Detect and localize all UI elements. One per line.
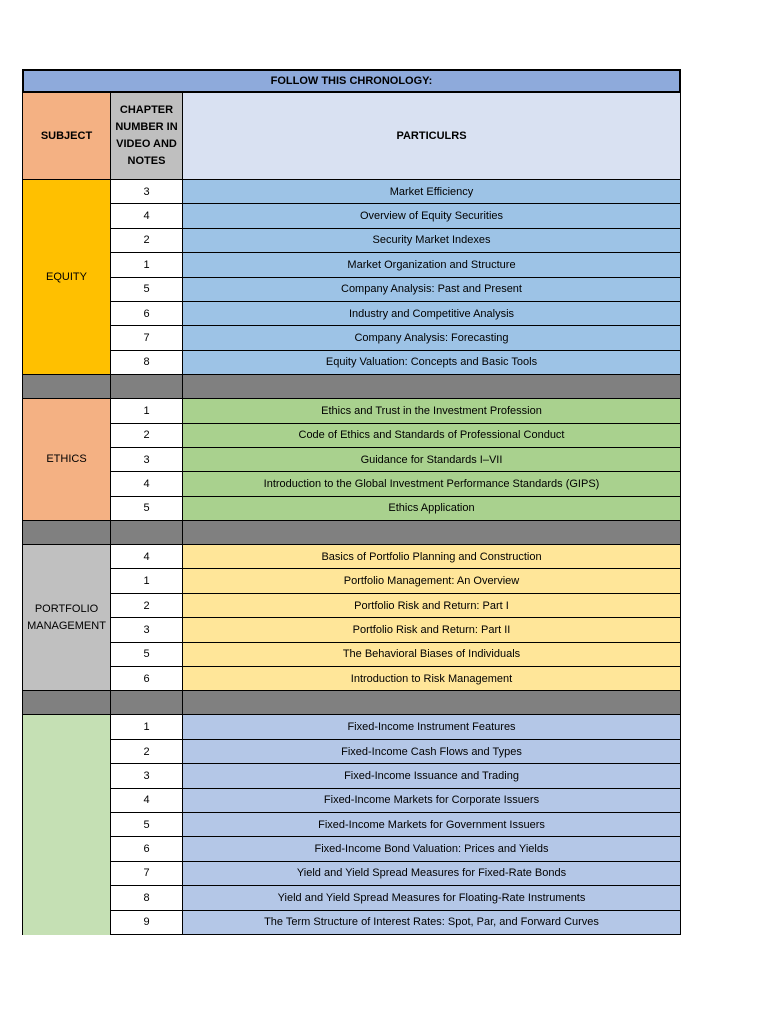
chapter-number: 5 xyxy=(111,643,183,666)
particular-text: Introduction to Risk Management xyxy=(183,667,681,690)
table-row xyxy=(111,424,681,448)
particular-text: Equity Valuation: Concepts and Basic Tools xyxy=(183,351,681,374)
particular-text: Market Efficiency xyxy=(183,180,681,203)
particular-text: Company Analysis: Forecasting xyxy=(183,326,681,349)
particular-text: Yield and Yield Spread Measures for Floating-Rate Instruments xyxy=(183,886,681,909)
particular-text: Company Analysis: Past and Present xyxy=(183,278,681,301)
particular-text: Ethics Application xyxy=(183,497,681,520)
table-row xyxy=(111,911,681,935)
table-row xyxy=(111,667,681,691)
particular-text: Introduction to the Global Investment Performance Standards (GIPS) xyxy=(183,472,681,495)
particular-text: Fixed-Income Markets for Government Issuers xyxy=(183,813,681,836)
table-row xyxy=(111,715,681,739)
chapter-number: 3 xyxy=(111,764,183,787)
header-subject: SUBJECT xyxy=(23,93,111,179)
table-row xyxy=(111,204,681,228)
section-fixed-income xyxy=(22,715,681,935)
particular-text: Fixed-Income Cash Flows and Types xyxy=(183,740,681,763)
particular-text: Portfolio Risk and Return: Part I xyxy=(183,594,681,617)
particular-text: Portfolio Risk and Return: Part II xyxy=(183,618,681,641)
table-row xyxy=(111,180,681,204)
table-row xyxy=(111,594,681,618)
table-row xyxy=(111,448,681,472)
table-title: FOLLOW THIS CHRONOLOGY: xyxy=(22,69,681,93)
table-row xyxy=(111,302,681,326)
chapter-number: 1 xyxy=(111,399,183,422)
table-row xyxy=(111,740,681,764)
section-separator xyxy=(22,375,681,399)
particular-text: Ethics and Trust in the Investment Profession xyxy=(183,399,681,422)
particular-text: Security Market Indexes xyxy=(183,229,681,252)
table-row xyxy=(111,643,681,667)
table-row xyxy=(111,886,681,910)
chapter-number: 1 xyxy=(111,715,183,738)
table-row xyxy=(111,789,681,813)
chapter-number: 4 xyxy=(111,789,183,812)
subject-portfolio-management: PORTFOLIO MANAGEMENT xyxy=(23,545,111,691)
chapter-number: 7 xyxy=(111,326,183,349)
chapter-number: 2 xyxy=(111,424,183,447)
chapter-number: 4 xyxy=(111,545,183,568)
chronology-table xyxy=(22,69,681,935)
table-row xyxy=(111,472,681,496)
subject-equity: EQUITY xyxy=(23,180,111,375)
particular-text: Guidance for Standards I–VII xyxy=(183,448,681,471)
table-row xyxy=(111,497,681,521)
section-separator xyxy=(22,691,681,715)
particular-text: The Behavioral Biases of Individuals xyxy=(183,643,681,666)
header-row xyxy=(22,93,681,180)
table-row xyxy=(111,351,681,375)
section-portfolio-management xyxy=(22,545,681,691)
table-row xyxy=(111,253,681,277)
table-row xyxy=(111,837,681,861)
fixed-income-rows xyxy=(111,715,681,935)
section-ethics xyxy=(22,399,681,521)
particular-text: Basics of Portfolio Planning and Construction xyxy=(183,545,681,568)
chapter-number: 2 xyxy=(111,594,183,617)
table-row xyxy=(111,764,681,788)
section-equity xyxy=(22,180,681,375)
table-row xyxy=(111,278,681,302)
table-row xyxy=(111,229,681,253)
chapter-number: 5 xyxy=(111,813,183,836)
particular-text: Overview of Equity Securities xyxy=(183,204,681,227)
particular-text: Industry and Competitive Analysis xyxy=(183,302,681,325)
subject-fixed-income xyxy=(23,715,111,935)
chapter-number: 3 xyxy=(111,180,183,203)
particular-text: Fixed-Income Instrument Features xyxy=(183,715,681,738)
chapter-number: 2 xyxy=(111,740,183,763)
portfolio-rows xyxy=(111,545,681,691)
subject-ethics: ETHICS xyxy=(23,399,111,521)
section-separator xyxy=(22,521,681,545)
table-row xyxy=(111,545,681,569)
chapter-number: 4 xyxy=(111,472,183,495)
chapter-number: 9 xyxy=(111,911,183,934)
particular-text: Code of Ethics and Standards of Professional Conduct xyxy=(183,424,681,447)
table-row xyxy=(111,862,681,886)
particular-text: Market Organization and Structure xyxy=(183,253,681,276)
particular-text: Yield and Yield Spread Measures for Fixed-Rate Bonds xyxy=(183,862,681,885)
ethics-rows xyxy=(111,399,681,521)
particular-text: Fixed-Income Bond Valuation: Prices and Yields xyxy=(183,837,681,860)
equity-rows xyxy=(111,180,681,375)
chapter-number: 5 xyxy=(111,278,183,301)
chapter-number: 6 xyxy=(111,837,183,860)
header-chapter: CHAPTER NUMBER IN VIDEO AND NOTES xyxy=(111,93,183,179)
table-row xyxy=(111,326,681,350)
chapter-number: 6 xyxy=(111,302,183,325)
header-particulars: PARTICULRS xyxy=(183,93,681,179)
table-row xyxy=(111,813,681,837)
particular-text: The Term Structure of Interest Rates: Spot, Par, and Forward Curves xyxy=(183,911,681,934)
particular-text: Fixed-Income Markets for Corporate Issuers xyxy=(183,789,681,812)
particular-text: Portfolio Management: An Overview xyxy=(183,569,681,592)
chapter-number: 8 xyxy=(111,886,183,909)
chapter-number: 7 xyxy=(111,862,183,885)
chapter-number: 3 xyxy=(111,448,183,471)
chapter-number: 1 xyxy=(111,569,183,592)
table-row xyxy=(111,569,681,593)
chapter-number: 3 xyxy=(111,618,183,641)
chapter-number: 4 xyxy=(111,204,183,227)
chapter-number: 8 xyxy=(111,351,183,374)
table-row xyxy=(111,618,681,642)
chapter-number: 6 xyxy=(111,667,183,690)
chapter-number: 1 xyxy=(111,253,183,276)
particular-text: Fixed-Income Issuance and Trading xyxy=(183,764,681,787)
table-row xyxy=(111,399,681,423)
chapter-number: 5 xyxy=(111,497,183,520)
chapter-number: 2 xyxy=(111,229,183,252)
